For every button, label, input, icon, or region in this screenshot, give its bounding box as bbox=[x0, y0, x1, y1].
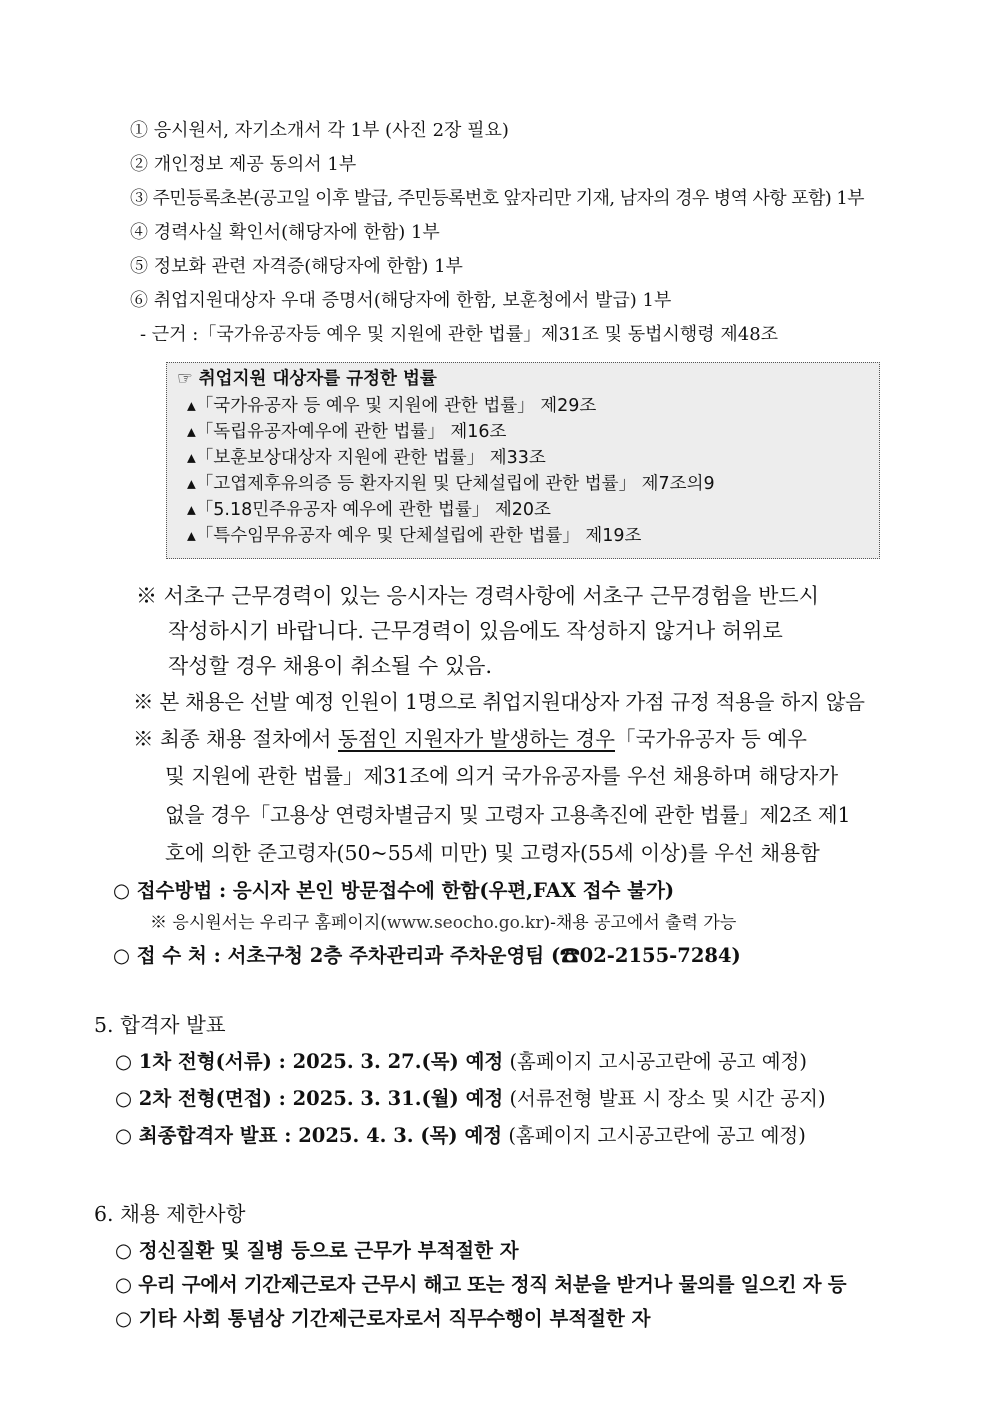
law-item: ▴「보훈보상대상자 지원에 관한 법률」 제33조 bbox=[187, 448, 546, 468]
result-row-note: (홈페이지 고시공고란에 공고 예정) bbox=[503, 1050, 807, 1073]
document-item-6: ⑥ 취업지원대상자 우대 증명서(해당자에 한함, 보훈청에서 발급) 1부 bbox=[130, 290, 672, 311]
law-item: ▴「고엽제후유의증 등 환자지원 및 단체설립에 관한 법률」 제7조의9 bbox=[187, 474, 715, 494]
result-announcement-row bbox=[115, 1126, 806, 1146]
homepage-link[interactable]: www.seocho.go.kr bbox=[386, 913, 544, 933]
reception-place: ○ 접 수 처 : 서초구청 2층 주차관리과 주차운영팀 (☎02-2155-7284) bbox=[113, 944, 741, 967]
reception-method: ○ 접수방법 : 응시자 본인 방문접수에 한함(우편,FAX 접수 불가) bbox=[113, 879, 675, 902]
section-5-heading: 5. 합격자 발표 bbox=[94, 1013, 226, 1037]
document-item-1: ① 응시원서, 자기소개서 각 1부 (사진 2장 필요) bbox=[130, 120, 509, 141]
restriction-item: ○ 기타 사회 통념상 기간제근로자로서 직무수행이 부적절한 자 bbox=[115, 1307, 651, 1330]
law-item: ▴「특수임무유공자 예우 및 단체설립에 관한 법률」 제19조 bbox=[187, 526, 642, 546]
document-item-2: ② 개인정보 제공 동의서 1부 bbox=[130, 154, 357, 175]
result-row-main: ○ 최종합격자 발표 : 2025. 4. 3. (목) 예정 bbox=[115, 1124, 503, 1147]
note-no-bonus: ※ 본 채용은 선발 예정 인원이 1명으로 취업지원대상자 가점 규정 적용을 하지 않음 bbox=[133, 690, 865, 714]
note-tie-breaker-line-3: 없을 경우「고용상 연령차별금지 및 고령자 고용촉진에 관한 법률」제2조 제1 bbox=[165, 803, 851, 827]
note-tie-breaker-line-1 bbox=[133, 729, 807, 750]
law-box-title: ☞ 취업지원 대상자를 규정한 법률 bbox=[177, 369, 437, 389]
note-tie-underlined: 동점인 지원자가 발생하는 경우 bbox=[338, 727, 615, 751]
note-seocho-career-line-2: 작성하시기 바랍니다. 근무경력이 있음에도 작성하지 않거나 허위로 bbox=[168, 619, 783, 643]
result-row-note: (서류전형 발표 시 장소 및 시간 공지) bbox=[503, 1087, 826, 1110]
restriction-item: ○ 우리 구에서 기간제근로자 근무시 해고 또는 정직 처분을 받거나 물의를 일으킨 자 등 bbox=[115, 1273, 847, 1296]
reception-note-prefix: ※ 응시원서는 우리구 홈페이지( bbox=[150, 913, 387, 933]
note-tie-prefix: ※ 최종 채용 절차에서 bbox=[133, 727, 338, 751]
legal-basis: - 근거 :「국가유공자등 예우 및 지원에 관한 법률」제31조 및 동법시행령 제48조 bbox=[140, 324, 779, 345]
note-seocho-career-line-3: 작성할 경우 채용이 취소될 수 있음. bbox=[168, 654, 493, 678]
note-seocho-career-line-1: ※ 서초구 근무경력이 있는 응시자는 경력사항에 서초구 근무경험을 반드시 bbox=[136, 584, 819, 608]
law-item: ▴「5.18민주유공자 예우에 관한 법률」 제20조 bbox=[187, 500, 551, 520]
reception-note-suffix: )-채용 공고에서 출력 가능 bbox=[543, 913, 737, 933]
reception-method-note bbox=[150, 915, 736, 932]
result-row-main: ○ 2차 전형(면접) : 2025. 3. 31.(월) 예정 bbox=[115, 1087, 504, 1110]
restriction-item: ○ 정신질환 및 질병 등으로 근무가 부적절한 자 bbox=[115, 1239, 519, 1262]
result-row-main: ○ 1차 전형(서류) : 2025. 3. 27.(목) 예정 bbox=[115, 1050, 504, 1073]
result-announcement-row bbox=[115, 1052, 807, 1072]
result-row-note: (홈페이지 고시공고란에 공고 예정) bbox=[502, 1124, 806, 1147]
result-announcement-row bbox=[115, 1089, 826, 1109]
document-item-3: ③ 주민등록초본(공고일 이후 발급, 주민등록번호 앞자리만 기재, 남자의 경우 병역 사항 포함) 1부 bbox=[130, 188, 864, 209]
note-tie-breaker-line-2: 및 지원에 관한 법률」제31조에 의거 국가유공자를 우선 채용하며 해당자가 bbox=[165, 764, 839, 788]
note-tie-suffix: 「국가유공자 등 예우 bbox=[615, 727, 807, 751]
law-item: ▴「독립유공자예우에 관한 법률」 제16조 bbox=[187, 422, 507, 442]
note-tie-breaker-line-4: 호에 의한 준고령자(50~55세 미만) 및 고령자(55세 이상)를 우선 채용함 bbox=[165, 841, 820, 865]
document-item-4: ④ 경력사실 확인서(해당자에 한함) 1부 bbox=[130, 222, 440, 243]
document-item-5: ⑤ 정보화 관련 자격증(해당자에 한함) 1부 bbox=[130, 256, 463, 277]
section-6-heading: 6. 채용 제한사항 bbox=[94, 1202, 246, 1226]
law-box bbox=[166, 362, 880, 559]
law-item: ▴「국가유공자 등 예우 및 지원에 관한 법률」 제29조 bbox=[187, 396, 597, 416]
